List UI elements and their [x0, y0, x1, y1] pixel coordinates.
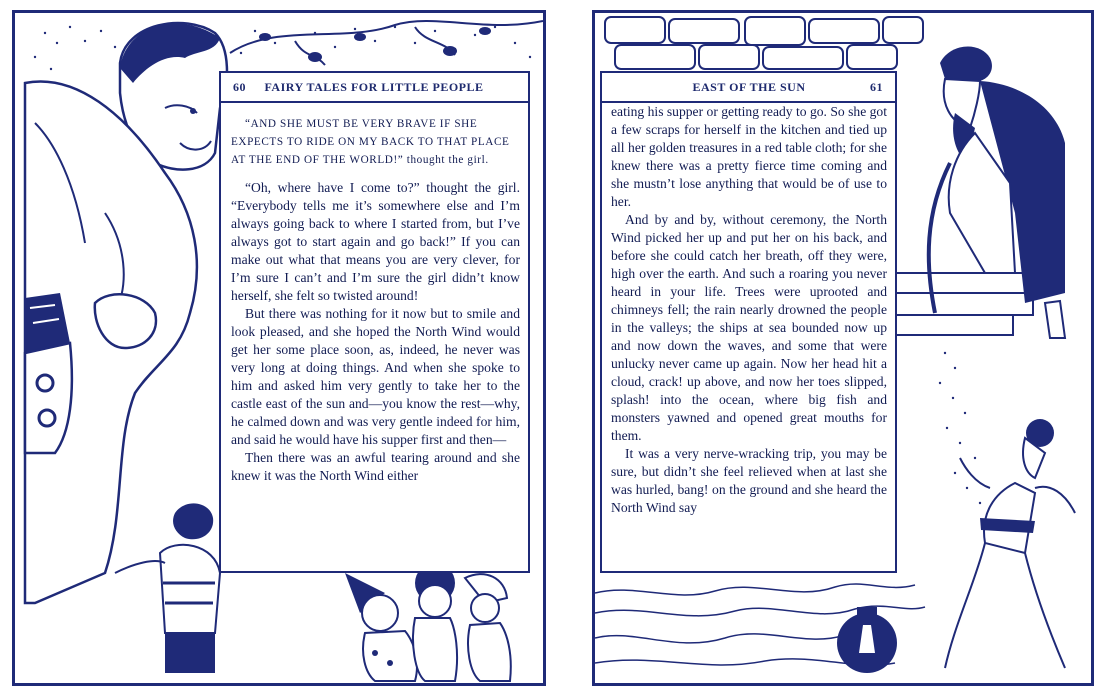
vine-leaves [259, 27, 491, 62]
right-paragraph-2: And by and by, without ceremony, the North Wind picked her up and put her on his back, and before she could catch her breath, off they were, high over the earth. And such a roaring you never heard in your life. Trees were uprooted and chimneys fell; the rain nearly drowned the people in the valleys; the ships at sea bounded now up and now down the waves, and some that were unlucky never came up again. Now her head hit a cloud, crack! up above, and now her toes slipped, splash! into the ocean, where big fish and monsters yawned and opened great mouths for them. [611, 212, 887, 443]
right-paragraph-1: eating his supper or getting ready to go. So she got a few scraps for herself in the kitchen and tied up all her golden treasures in a red table cloth; for she knew there was a pretty fierce time coming and she mustn’t lose anything that would be of use to her. [611, 104, 887, 209]
left-paragraph-1: “Oh, where have I come to?” thought the girl. “Everybody tells me it’s somewhere else and I’m always going back to where I started from, but I’ve always got to start again and go back!” If you can make out what that means you are very clever, for I’m sure I can’t and I’m sure the girl didn’t know herself, she felt so twisted around! [231, 180, 520, 303]
left-running-head: FAIRY TALES FOR LITTLE PEOPLE [264, 79, 484, 94]
stone-wall [605, 17, 923, 69]
girl-figure [115, 503, 220, 673]
dotted-sky [34, 26, 531, 70]
right-paragraph-3: It was a very nerve-wracking trip, you may be sure, but didn’t she feel relieved when at last she was hurled, bang! on the ground and she heard the North Wind say [611, 446, 887, 515]
right-page-body [611, 103, 887, 517]
book-gutter [548, 0, 588, 694]
right-running-head: EAST OF THE SUN [692, 79, 806, 94]
left-page-body [231, 115, 520, 485]
left-page [12, 10, 546, 686]
gnome-group [345, 563, 511, 681]
right-page-number: 61 [869, 79, 883, 94]
right-page [592, 10, 1094, 686]
left-paragraph-3: Then there was an awful tearing around and she knew it was the North Wind either [231, 450, 520, 483]
left-paragraph-2: But there was nothing for it now but to smile and look pleased, and she hoped the North Wind would get her some place soon, as, indeed, he never was very long at doing things. And when she spoke to him and asked him very gently to take her to the castle east of the sun and—you know the rest—why, he calmed down and was very gentle indeed for him, and said he would have his supper first and then— [231, 306, 520, 447]
right-page-header [602, 73, 895, 103]
left-text-panel [219, 71, 530, 573]
old-man-figure [945, 419, 1075, 668]
water-jug [837, 607, 897, 673]
dotted-texture [939, 352, 981, 504]
opening-quote: “AND SHE MUST BE VERY BRAVE IF SHE EXPECTS TO RIDE ON MY BACK TO THAT PLACE AT THE END OF THE WORLD!” thought the girl. [231, 118, 510, 166]
left-page-header [221, 73, 528, 103]
left-page-number: 60 [233, 79, 246, 94]
vine-branch [230, 21, 543, 65]
right-text-panel [600, 71, 897, 573]
